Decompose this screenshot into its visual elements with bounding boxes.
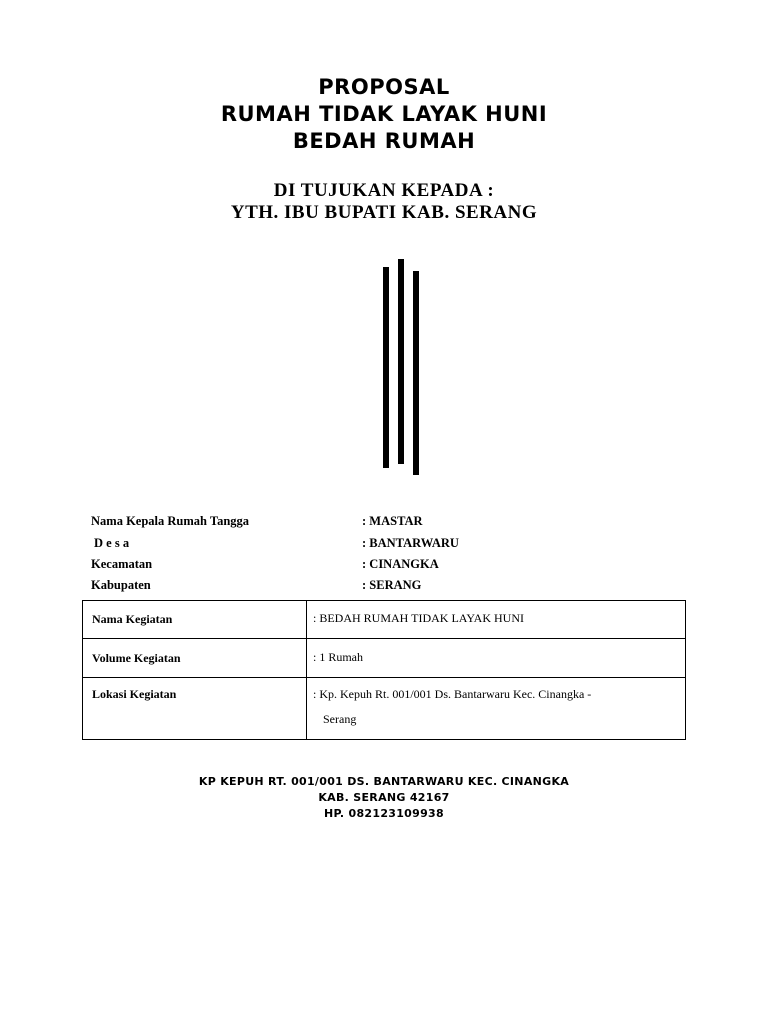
info-label: Kecamatan [91, 557, 153, 571]
addressee-line-1: DI TUJUKAN KEPADA : [273, 180, 495, 201]
location-line-2: Serang [323, 712, 357, 726]
title-line-2: RUMAH TIDAK LAYAK HUNI [220, 102, 548, 126]
table-cell-value [307, 678, 686, 740]
decorative-bar-middle [398, 259, 404, 464]
title-line-3: BEDAH RUMAH [292, 129, 476, 153]
footer-line-3: HP. 082123109938 [324, 807, 444, 820]
footer-line-1: KP KEPUH RT. 001/001 DS. BANTARWARU KEC. CINANGKA [198, 775, 570, 788]
location-line-1: : Kp. Kepuh Rt. 001/001 Ds. Bantarwaru Kec. Cinangka - [313, 687, 592, 701]
info-label: D e s a [94, 536, 130, 550]
info-value: : CINANGKA [362, 557, 439, 571]
info-value: : SERANG [362, 578, 422, 592]
title-line-1: PROPOSAL [318, 75, 450, 99]
footer-line-2: KAB. SERANG 42167 [318, 791, 450, 804]
activity-table [82, 600, 686, 740]
table-cell-label: Lokasi Kegiatan [83, 678, 307, 740]
table-row [83, 639, 686, 678]
table-cell-label: Nama Kegiatan [83, 601, 307, 639]
info-value: : MASTAR [362, 514, 423, 528]
table-row [83, 678, 686, 740]
table-row [83, 601, 686, 639]
info-value: : BANTARWARU [362, 536, 459, 550]
table-cell-label: Volume Kegiatan [83, 639, 307, 678]
decorative-bar-left [383, 267, 389, 468]
info-label: Kabupaten [91, 578, 151, 592]
decorative-bar-right [413, 271, 419, 475]
addressee-line-2: YTH. IBU BUPATI KAB. SERANG [230, 202, 538, 223]
table-cell-value: : BEDAH RUMAH TIDAK LAYAK HUNI [307, 601, 686, 639]
info-label: Nama Kepala Rumah Tangga [91, 514, 250, 528]
table-cell-value: : 1 Rumah [307, 639, 686, 678]
